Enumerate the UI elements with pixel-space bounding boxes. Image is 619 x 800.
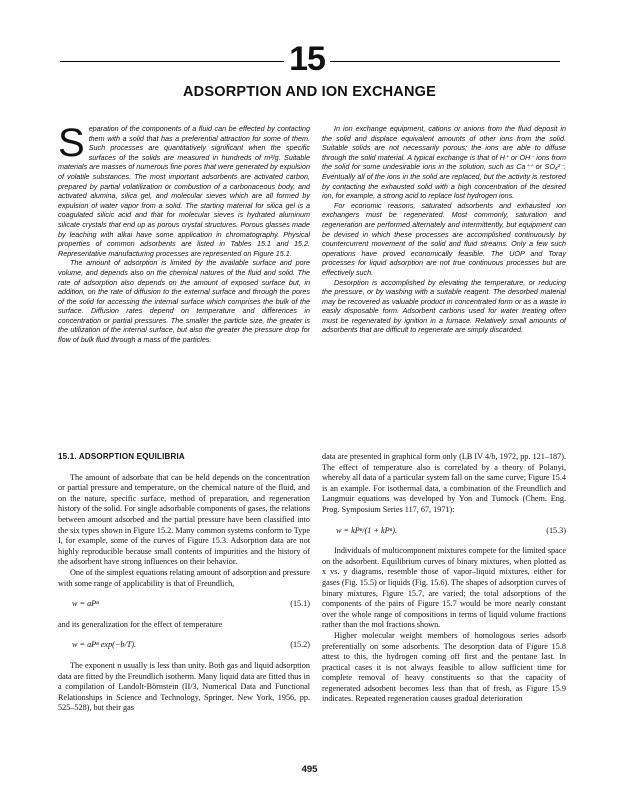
intro-paragraph: In ion exchange equipment, cations or anions from the fluid deposit in the solid and displace equivalent amounts of other ions from the solid. Suitable solids are not necessarily porous; the ions are able to diffuse through the solid material. A typical exchange is that of H⁺ or OH⁻ ions from the solid for some undesirable ions in the solution, such as Ca⁺⁺ or SO₄²⁻. Eventually all of the ions in the solid are replaced, but the activity is restored by contacting the exhausted solid with a high concentration of the desired ion, for example, a strong acid to replace lost hydrogen ions. [322,124,566,201]
body-paragraph: Individuals of multicomponent mixtures compete for the limited space on the adsorbent. Equilibrium curves of binary mixtures, when plotted as x vs. y diagrams, resemble those of vapor–liquid mixtures, either for gases (Fig. 15.5) or liquids (Fig. 15.6). The shapes of adsorption curves of binary mixtures, Figure 15.7, are varied; the total adsorptions of the components of the pairs of Figure 15.7 would be more nearly constant over the whole range of compositions in terms of liquid volume fractions rather than the mol fractions shown. [322,546,566,630]
intro-paragraph: The amount of adsorption is limited by the available surface and pore volume, and depends also on the chemical natures of the fluid and solid. The rate of adsorption also depends on the amount of exposed surface but, in addition, on the rate of diffusion to the external surface and through the pores of the solid for accessing the internal surface which comprises the bulk of the surface. Diffusion rates depend on temperature and differences in concentration or partial pressures. The smaller the particle size, the greater is the utilization of the internal surface, but also the greater the pressure drop for flow of bulk fluid through a mass of the particles. [58,258,310,345]
equation-expression: w = aPⁿ exp(−b/T). [72,640,137,650]
chapter-number: 15 [289,40,325,78]
body-paragraph: The exponent n usually is less than unity. Both gas and liquid adsorption data are fitted by the Freundlich isotherm. Many liquid data are fitted thus in a compilation of Landolt-Börnstein (II/3, Numerical Data and Functional Relationships in Science and Technology, Springer, New York, 1956, pp. 525–528), but their gas [58,660,310,713]
chapter-rule-left [60,61,284,62]
intro-paragraph [58,121,310,258]
equation-number: (15.2) [290,640,310,650]
chapter-title: ADSORPTION AND ION EXCHANGE [183,84,436,100]
body-paragraph: The amount of adsorbate that can be held depends on the concentration or partial pressure and temperature, on the chemical nature of the fluid, and on the nature, specific surface, method of preparation, and regeneration history of the solid. For single adsorbable components of gases, the relations between amount adsorbed and the partial pressure have been classified into the six types shown in Figure 15.2. Many common systems conform to Type I, for example, some of the curves of Figure 15.3. Adsorption data are not highly reproducible because small contents of impurities and the history of the adsorbent have strong influences on their behavior. [58,472,310,567]
intro-paragraph: Desorption is accomplished by elevating the temperature, or reducing the pressure, or by washing with a suitable reagent. The desorbed material may be recovered as valuable product in concentrated form or as a waste in easily disposable form. Adsorbent carbons used for water treating often must be regenerated by ignition in a furnace. Relatively small amounts of adsorbents that are difficult to regenerate are simply discarded. [322,277,566,335]
body-left-column [58,452,310,714]
equation-expression: w = kPⁿ/(1 + kPⁿ). [336,525,397,535]
equation-15-1 [58,599,310,610]
intro-paragraph-text: eparation of the components of a fluid can be effected by contacting them with a solid that has a preferential attraction for some of them. Such processes are quantitatively significant when the specific surfaces of the solids are measured in hundreds of m²/g. Suitable materials are masses of numerous fine pores that were generated by expulsion of volatile substances. The most important adsorbents are activated carbon, prepared by partial volatilization or combustion of a carbonaceous body, and activated alumina, silica gel, and molecular sieves which are all formed by expulsion of water vapor from a solid. The starting material for silica gel is a coagulated silicic acid and that for molecular sieves is hydrated aluminum silicate crystals that end up as porous crystal structures. Porous glasses made by leaching with alkai have some application in chromatography. Physical properties of common adsorbents are listed in Tables 15.1 and 15.2. Representative manufacturing processes are represented on Figure 15.1. [58,124,310,258]
equation-15-2 [58,640,310,651]
equation-number: (15.3) [546,525,566,535]
intro-left-column [58,121,310,345]
body-paragraph: data are presented in graphical form only (LB IV 4/b, 1972, pp. 121–187). The effect of temperature also is correlated by a theory of Polanyi, whereby all data of a particular system fall on the same curve; Figure 15.4 is an example. For isothermal data, a combination of the Freundlich and Langmuir equations was developed by Yon and Turnock (Chem. Eng. Prog. Symposium Series 117, 67, 1971): [322,452,566,514]
equation-15-3 [322,526,566,537]
body-right-column [322,452,566,705]
drop-cap: S [58,121,85,165]
body-paragraph: and its generalization for the effect of temperature [58,619,223,629]
equation-expression: w = aPⁿ [72,599,99,609]
equation-number: (15.1) [290,599,310,609]
page-number: 495 [301,764,318,775]
body-paragraph: One of the simplest equations relating amount of adsorption and pressure with some range of applicability is that of Freundlich, [58,567,310,588]
body-paragraph: Higher molecular weight members of homologous series adsorb preferentially on some adsorbents. The desorption data of Figure 15.8 attest to this, the hydrogen coming off first and the pentane last. In practical cases it is not always feasible to allow sufficient time for complete removal of heavy constituents so that the capacity of regenerated adsorbent becomes less than that of fresh, as Figure 15.9 indicates. Repeated regeneration causes gradual deterioration [322,630,566,704]
intro-right-column [322,124,566,335]
section-heading: 15.1. ADSORPTION EQUILIBRIA [58,452,185,461]
chapter-rule-right [330,61,560,62]
intro-paragraph: For economic reasons, saturated adsorbents and exhausted ion exchangers must be regenerated. Most commonly, saturation and regeneration are performed alternately and intermittently, but equipment can be devised in which these processes are accomplished continuously by countercurrent movement of the solid and fluid streams. Only a few such operations have proved economically feasible. The UOP and Toray processes for liquid adsorption are not true continuous processes but are effectively such. [322,200,566,277]
